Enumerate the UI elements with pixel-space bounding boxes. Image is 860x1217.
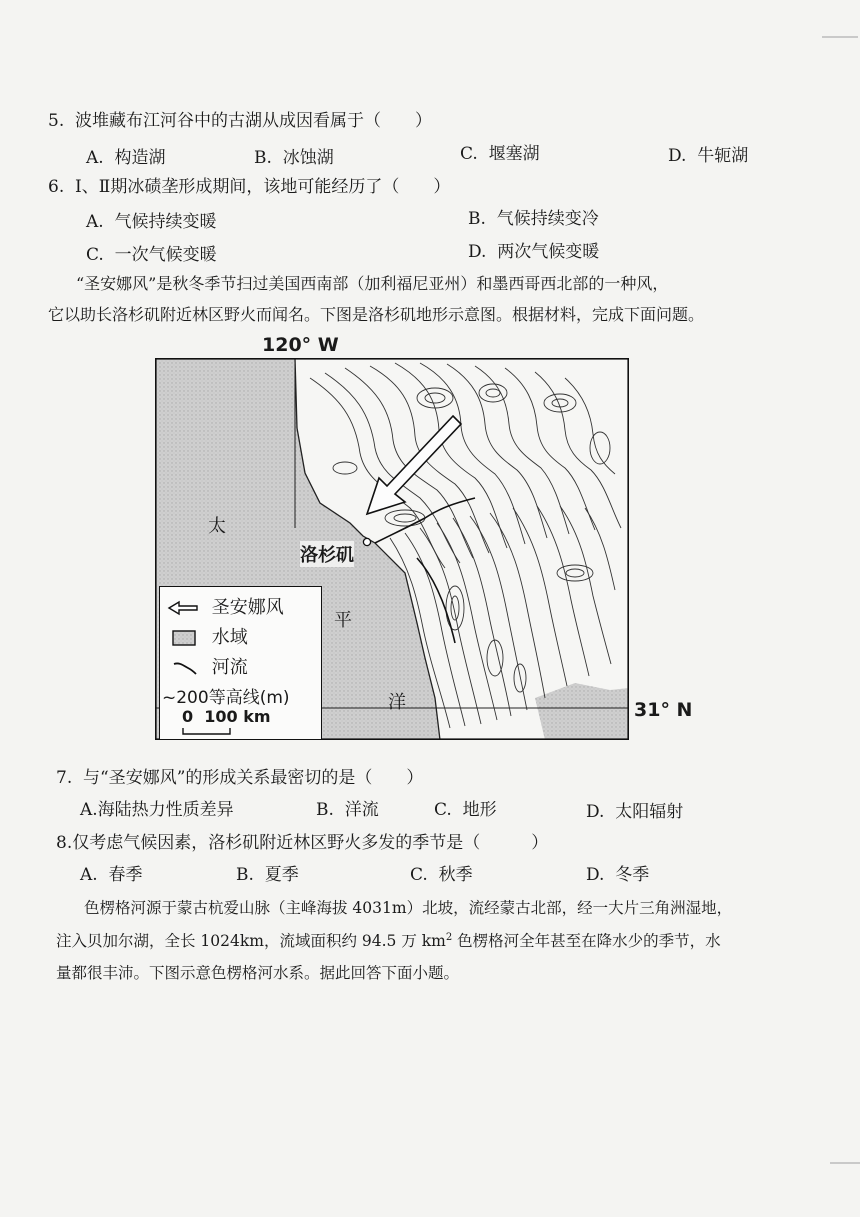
question-5-option-a[interactable]: A. 构造湖 xyxy=(86,148,166,168)
legend-scale-item xyxy=(182,707,271,726)
question-6-option-a[interactable]: A. 气候持续变暖 xyxy=(86,212,217,232)
question-8-option-c[interactable]: C. 秋季 xyxy=(410,865,473,885)
legend-river-label: 河流 xyxy=(211,657,248,678)
question-8-stem: 8.仅考虑气候因素，洛杉矶附近林区野火多发的季节是（ ） xyxy=(56,833,549,853)
question-8-option-d[interactable]: D. 冬季 xyxy=(586,865,650,885)
question-6-option-b[interactable]: B. 气候持续变冷 xyxy=(468,209,599,229)
scan-edge-top xyxy=(822,36,858,38)
passage-selenga-line2: 注入贝加尔湖，全长 1024km，流域面积约 94.5 万 $km^2$ 色楞格河全年甚至在降水少的季节，水 xyxy=(56,931,721,950)
legend-river-item xyxy=(166,653,248,679)
legend-contour-label: 等高线(m) xyxy=(208,688,290,708)
scale-bar xyxy=(182,728,242,736)
legend-contour-value: ~200 xyxy=(162,688,209,708)
ocean-char-1: 太 xyxy=(208,516,226,537)
question-8-option-b[interactable]: B. 夏季 xyxy=(236,865,299,885)
ocean-char-2: 平 xyxy=(334,610,352,631)
question-7-option-b[interactable]: B. 洋流 xyxy=(316,800,379,820)
legend-wind-item xyxy=(166,593,284,619)
water-swatch-icon xyxy=(166,630,200,646)
legend-scale-label: 0 100 km xyxy=(182,707,271,726)
los-angeles-city-marker xyxy=(363,538,370,545)
scan-edge-bottom xyxy=(830,1162,860,1164)
river-line-icon xyxy=(166,660,200,676)
passage-santa-ana-line1: “圣安娜风”是秋冬季节扫过美国西南部（加利福尼亚州）和墨西哥西北部的一种风， xyxy=(76,274,669,293)
question-5-stem: 5. 波堆藏布江河谷中的古湖从成因看属于（ ） xyxy=(48,111,433,131)
legend-water-label: 水域 xyxy=(211,627,248,648)
map-legend xyxy=(159,586,322,740)
passage-selenga-line1: 色楞格河源于蒙古杭爱山脉（主峰海拔 4031m）北坡，流经蒙古北部，经一大片三角洲湿地， xyxy=(84,899,733,917)
question-6-option-d[interactable]: D. 两次气候变暖 xyxy=(468,242,600,262)
ocean-char-3: 洋 xyxy=(388,692,406,713)
question-7-stem: 7. 与“圣安娜风”的形成关系最密切的是（ ） xyxy=(56,768,424,788)
passage-santa-ana-line2: 它以助长洛杉矶附近林区野火而闻名。下图是洛杉矶地形示意图。根据材料，完成下面问题。 xyxy=(48,305,705,324)
city-label-los-angeles: 洛杉矶 xyxy=(300,541,354,567)
question-6-option-c[interactable]: C. 一次气候变暖 xyxy=(86,245,217,265)
question-8-option-a[interactable]: A. 春季 xyxy=(80,865,143,885)
passage-selenga-line3: 量都很丰沛。下图示意色楞格河水系。据此回答下面小题。 xyxy=(56,964,460,982)
wind-arrow-icon xyxy=(166,600,200,616)
question-7-option-a[interactable]: A.海陆热力性质差异 xyxy=(80,800,234,820)
legend-contour-item xyxy=(162,683,290,708)
question-5-option-b[interactable]: B. 冰蚀湖 xyxy=(254,148,334,168)
question-5-option-c[interactable]: C. 堰塞湖 xyxy=(460,144,540,164)
question-7-option-c[interactable]: C. 地形 xyxy=(434,800,497,820)
question-7-option-d[interactable]: D. 太阳辐射 xyxy=(586,802,684,822)
legend-water-item xyxy=(166,623,248,649)
map-latitude-label: 31° N xyxy=(634,699,693,721)
map-longitude-label: 120° W xyxy=(262,334,339,356)
legend-wind-label: 圣安娜风 xyxy=(211,597,284,618)
question-5-option-d[interactable]: D. 牛轭湖 xyxy=(668,146,749,166)
question-6-stem: 6. Ⅰ、Ⅱ期冰碛垄形成期间，该地可能经历了（ ） xyxy=(48,177,451,197)
